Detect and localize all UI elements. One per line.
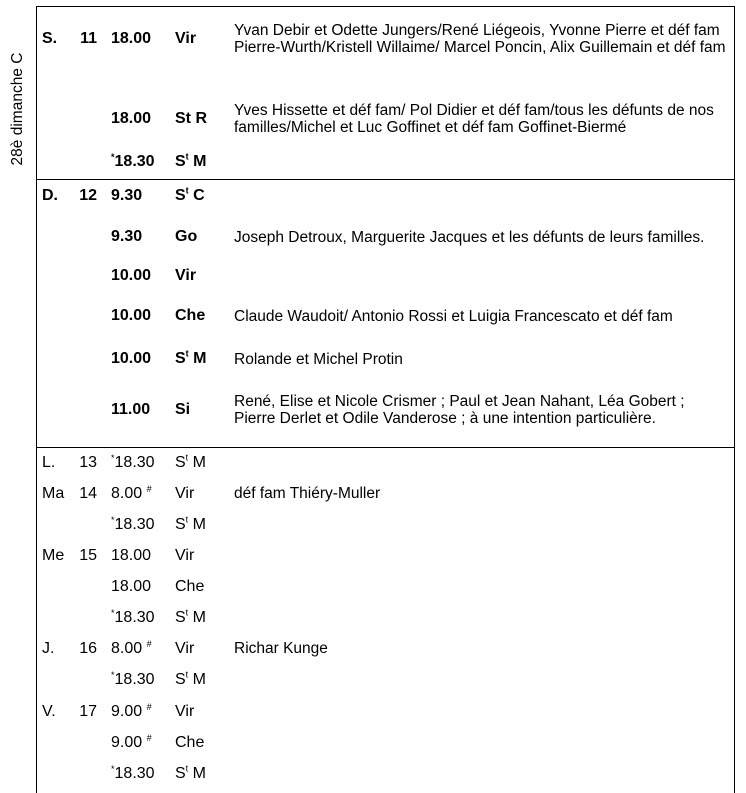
place-value: Vir [175, 639, 195, 657]
place-superscript: t [185, 151, 189, 162]
place-cell [171, 765, 227, 783]
schedule-table [36, 6, 735, 793]
mass-row [37, 151, 734, 173]
time-value: 10.00 [111, 267, 152, 284]
mass-row [37, 450, 734, 475]
time-cell [105, 228, 171, 246]
time-prefix-mark: * [111, 607, 115, 618]
place-value: S [175, 670, 186, 688]
time-cell [105, 267, 171, 285]
time-suffix-mark: # [146, 732, 152, 743]
mass-row [37, 481, 734, 506]
mass-row [37, 264, 734, 288]
time-value: 18.30 [114, 153, 155, 170]
place-cell [171, 228, 227, 246]
time-value: 18.00 [111, 30, 152, 47]
intention-cell: déf fam Thiéry-Muller [234, 485, 381, 502]
place-cell [171, 671, 227, 689]
mass-row [37, 343, 734, 375]
place-cell [171, 547, 227, 565]
time-cell [105, 454, 171, 472]
place-rest: M [188, 453, 206, 471]
place-cell [171, 110, 227, 128]
place-rest: M [188, 608, 206, 626]
time-cell [105, 485, 171, 503]
place-value: S [175, 515, 186, 533]
date-cell: 16 [79, 639, 97, 657]
place-superscript: t [185, 348, 189, 359]
place-value: Vir [175, 546, 195, 564]
intention-cell: Yvan Debir et Odette Jungers/René Liégeois, Yvonne Pierre et déf fam Pierre-Wurth/Kristell Willaime/ Marcel Poncin, Alix Guillemain et déf fam [234, 22, 726, 56]
day-cell: Me [42, 546, 65, 564]
time-value: 8.00 [111, 639, 143, 657]
place-value: Vir [175, 267, 197, 284]
mass-row [37, 730, 734, 755]
mass-row [37, 213, 734, 261]
intention-cell: Rolande et Michel Protin [234, 350, 403, 368]
mass-row [37, 543, 734, 568]
place-cell [171, 516, 227, 534]
mass-row [37, 512, 734, 537]
date-cell: 17 [79, 702, 97, 720]
place-value: Vir [175, 30, 197, 47]
time-value: 18.30 [114, 515, 155, 533]
date-cell: 13 [79, 453, 97, 471]
time-cell [105, 350, 171, 368]
time-value: 8.00 [111, 484, 143, 502]
place-superscript: t [185, 607, 189, 618]
place-rest: M [188, 764, 206, 782]
time-suffix-mark: # [146, 483, 152, 494]
place-value: Vir [175, 702, 195, 720]
date-cell: 15 [79, 546, 97, 564]
place-superscript: t [185, 452, 189, 463]
time-cell [105, 703, 171, 721]
time-cell [105, 401, 171, 419]
time-value: 9.00 [111, 702, 143, 720]
time-value: 18.30 [114, 608, 155, 626]
place-rest: M [188, 350, 207, 367]
time-cell [105, 547, 171, 565]
time-cell [105, 578, 171, 596]
place-cell [171, 153, 227, 171]
mass-row [37, 79, 734, 159]
time-value: 18.30 [114, 764, 155, 782]
place-superscript: t [185, 185, 189, 196]
place-cell [171, 267, 227, 285]
time-value: 9.30 [111, 186, 143, 204]
place-value: S [175, 350, 186, 367]
place-value: Go [175, 228, 198, 245]
mass-row [37, 183, 734, 208]
place-value: S [175, 764, 186, 782]
time-cell [105, 609, 171, 627]
section-divider [37, 447, 734, 448]
sunday-label [0, 6, 36, 212]
intention-cell: Yves Hissette et déf fam/ Pol Didier et déf fam/tous les défunts de nos familles/Michel et Luc Goffinet et déf fam Goffinet-Biermé [234, 102, 714, 136]
time-cell [105, 153, 171, 171]
place-cell [171, 454, 227, 472]
day-cell: Ma [42, 484, 65, 502]
time-suffix-mark: # [146, 638, 152, 649]
place-cell [171, 401, 227, 419]
place-cell [171, 350, 227, 368]
mass-row [37, 667, 734, 692]
time-prefix-mark: * [111, 152, 115, 162]
place-cell [171, 485, 227, 503]
place-superscript: t [185, 669, 189, 680]
time-value: 9.30 [111, 228, 143, 245]
mass-row [37, 605, 734, 630]
place-value: Che [175, 307, 206, 324]
place-superscript: t [185, 763, 189, 774]
time-cell [105, 110, 171, 128]
time-suffix-mark: # [146, 701, 152, 712]
place-rest: M [188, 515, 206, 533]
time-value: 9.00 [111, 733, 143, 751]
place-rest: M [188, 153, 207, 170]
time-cell [105, 765, 171, 783]
time-prefix-mark: * [111, 452, 115, 463]
time-cell [105, 30, 171, 48]
time-value: 10.00 [111, 350, 152, 367]
place-cell [171, 640, 227, 658]
mass-row [37, 699, 734, 724]
intention-cell: René, Elise et Nicole Crismer ; Paul et Jean Nahant, Léa Gobert ; Pierre Derlet et Odile Vanderose ; à une intention particulière. [234, 393, 685, 427]
time-cell [105, 516, 171, 534]
time-value: 10.00 [111, 307, 152, 324]
place-cell [171, 734, 227, 752]
time-prefix-mark: * [111, 669, 115, 680]
mass-row [37, 380, 734, 440]
time-value: 18.00 [111, 546, 152, 564]
date-cell: 14 [79, 484, 97, 502]
place-rest: M [188, 670, 206, 688]
time-value: 18.30 [114, 453, 155, 471]
sunday-label-text: 28è dimanche C [9, 52, 26, 166]
time-value: 18.30 [114, 670, 155, 688]
place-value: Si [175, 401, 191, 418]
place-cell [171, 307, 227, 325]
date-cell: 11 [80, 30, 97, 47]
place-superscript: t [185, 514, 189, 525]
place-value: Che [175, 733, 205, 751]
time-cell [105, 734, 171, 752]
time-value: 18.00 [111, 110, 152, 127]
place-rest: C [188, 186, 205, 204]
place-value: S [175, 608, 186, 626]
mass-row [37, 10, 734, 68]
place-cell [171, 187, 227, 205]
intention-cell: Richar Kunge [234, 640, 328, 657]
place-value: S [175, 186, 186, 204]
mass-row [37, 574, 734, 599]
time-cell [105, 307, 171, 325]
time-value: 18.00 [111, 577, 152, 595]
section-divider [37, 179, 734, 180]
time-prefix-mark: * [111, 763, 115, 774]
place-value: S [175, 153, 186, 170]
time-cell [105, 640, 171, 658]
intention-cell: Claude Waudoit/ Antonio Rossi et Luigia Francescato et déf fam [234, 307, 673, 325]
place-value: S [175, 453, 186, 471]
day-cell: S. [42, 30, 58, 47]
day-cell: L. [42, 453, 56, 471]
place-value: Che [175, 577, 205, 595]
time-cell [105, 671, 171, 689]
place-cell [171, 703, 227, 721]
intention-cell: Joseph Detroux, Marguerite Jacques et les défunts de leurs familles. [234, 228, 705, 246]
place-value: Vir [175, 484, 195, 502]
day-cell: V. [42, 702, 56, 720]
mass-row [37, 636, 734, 661]
place-cell [171, 30, 227, 48]
time-value: 11.00 [111, 401, 151, 418]
place-value: St R [175, 110, 207, 127]
day-cell: D. [42, 186, 58, 204]
mass-row [37, 294, 734, 338]
place-cell [171, 609, 227, 627]
mass-row [37, 761, 734, 786]
time-prefix-mark: * [111, 514, 115, 525]
date-cell: 12 [79, 186, 97, 204]
time-cell [105, 187, 171, 205]
place-cell [171, 578, 227, 596]
day-cell: J. [42, 639, 55, 657]
